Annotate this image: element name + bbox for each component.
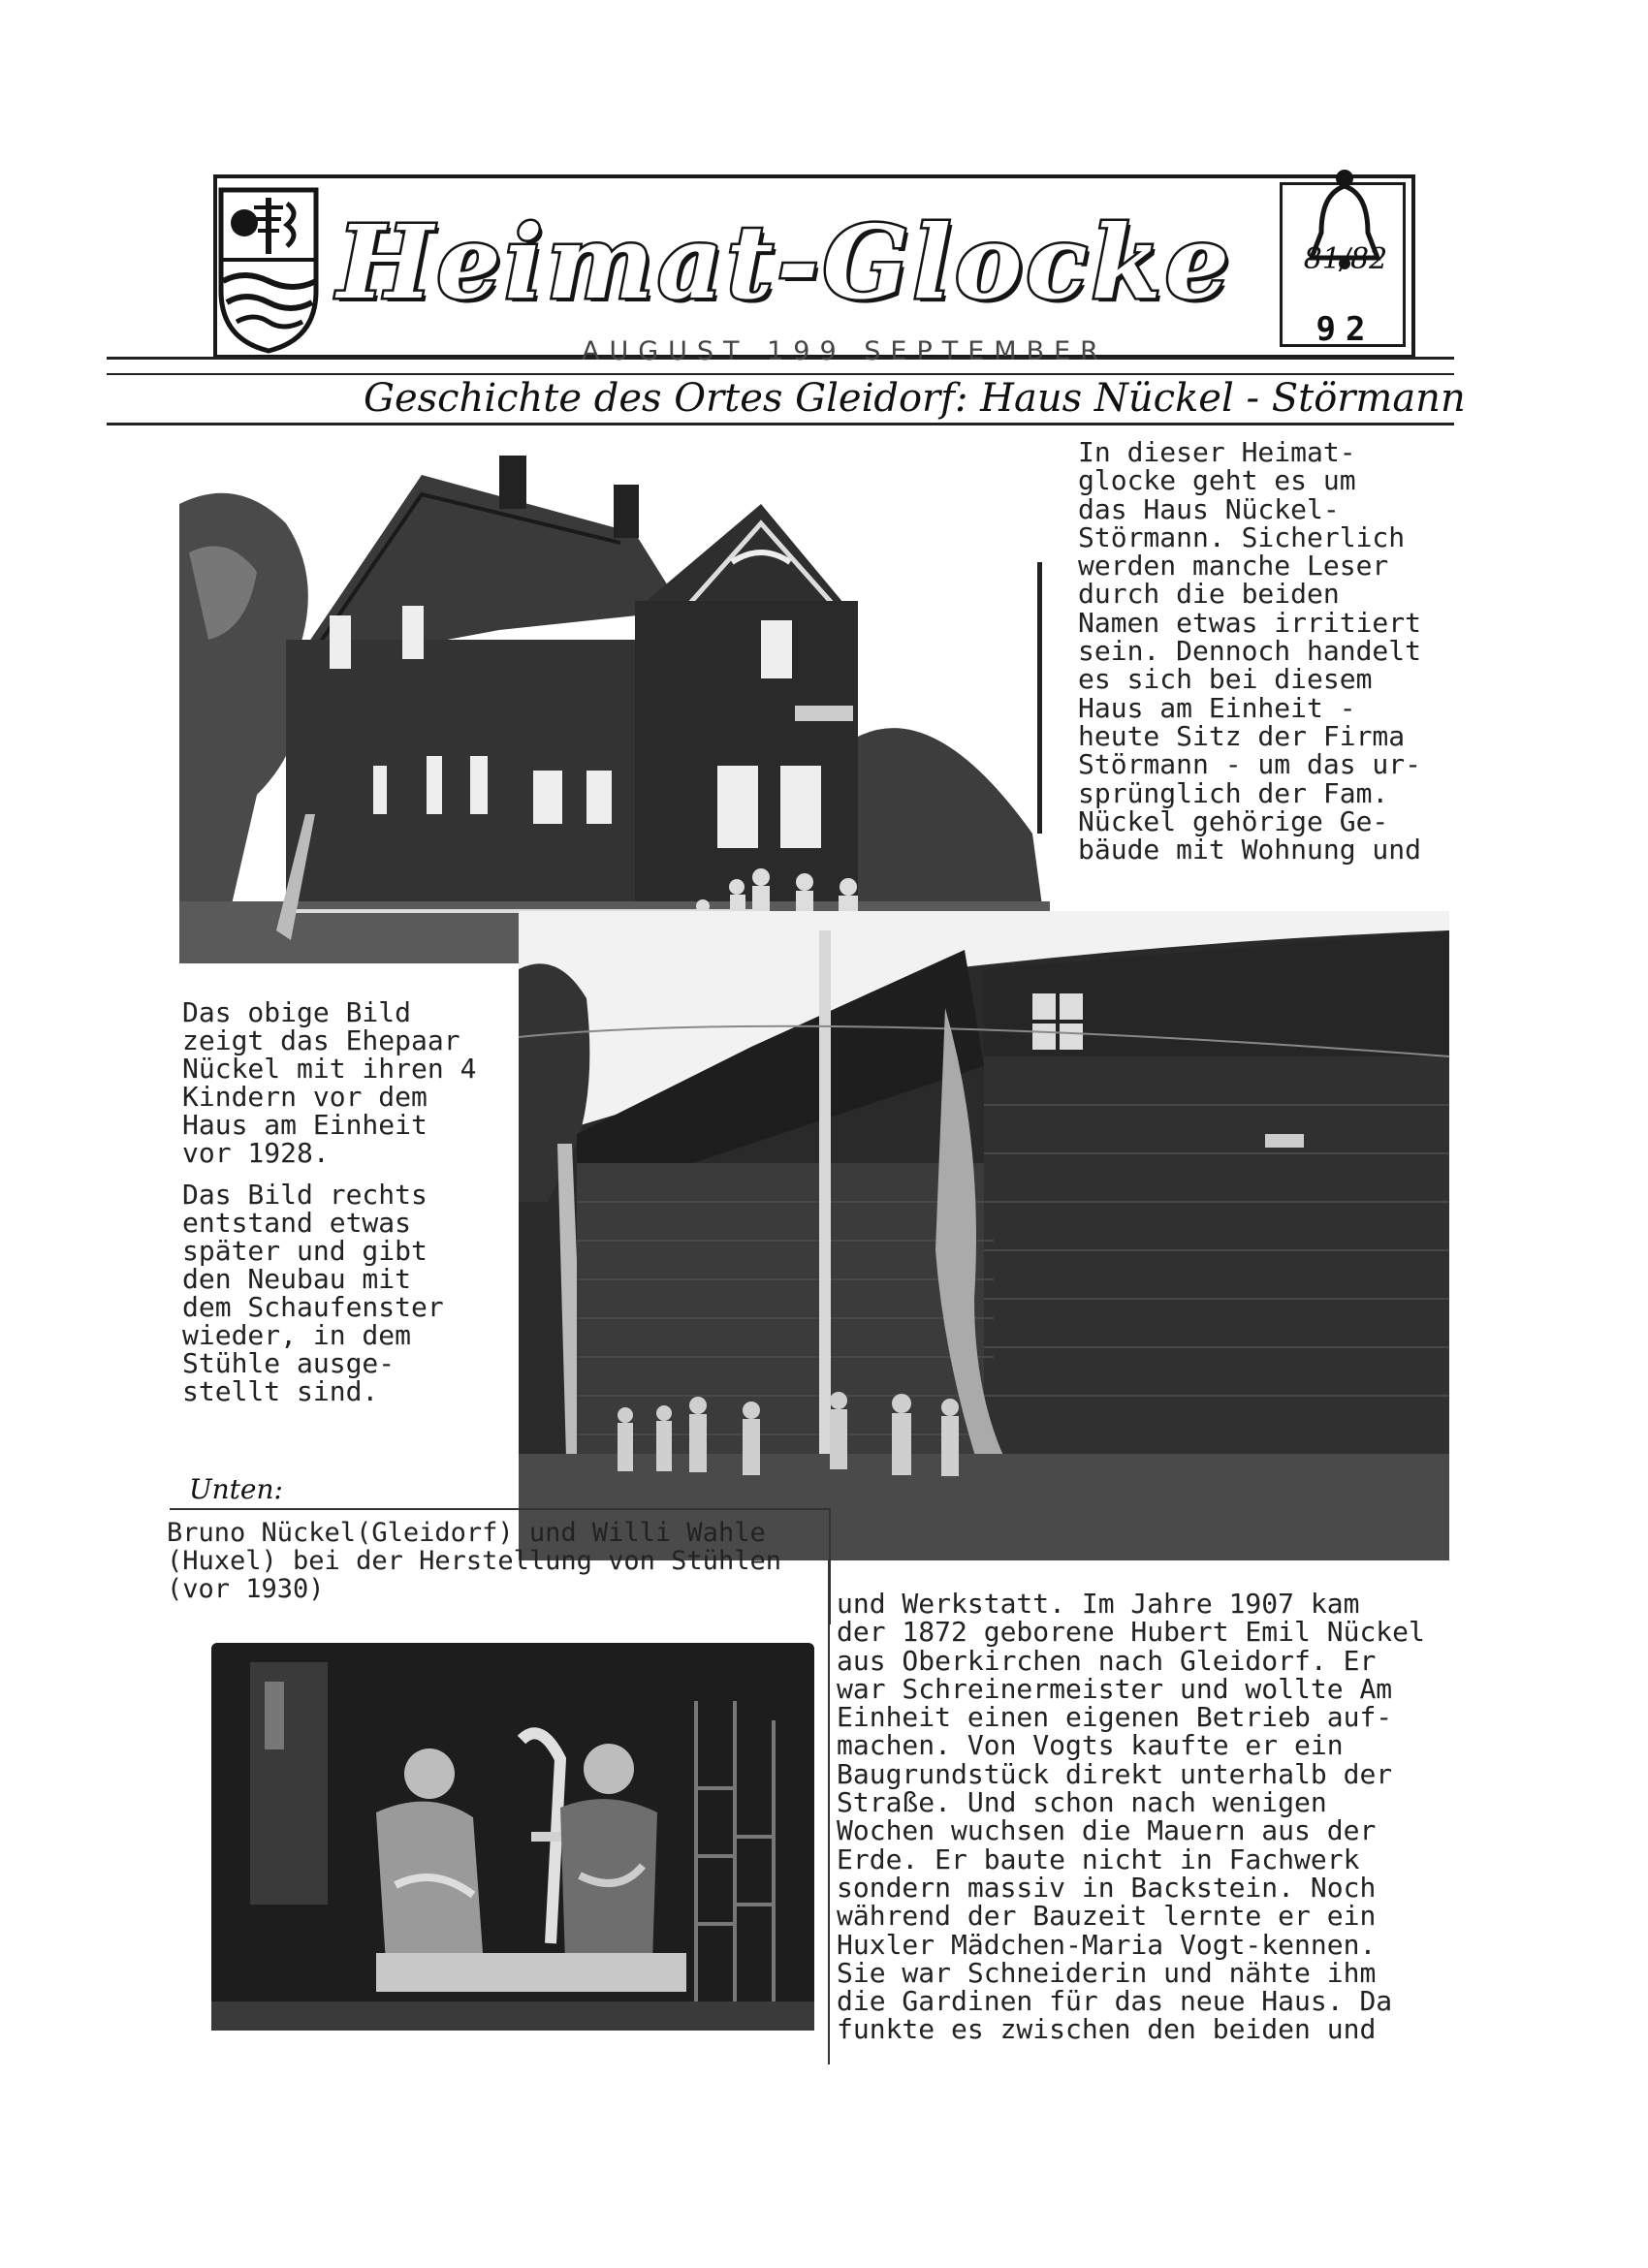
dateline-rule-middle bbox=[107, 373, 1454, 375]
caption-chairmakers: Bruno Nückel(Gleidorf) und Willi Wahle (Huxel) bei der Herstellung von Stühlen (vor 1930) bbox=[167, 1518, 781, 1604]
column-divider bbox=[828, 1560, 830, 2064]
caption-above-photo: Das obige Bild zeigt das Ehepaar Nückel mit ihren 4 Kindern vor dem Haus am Einheit vor 1928. bbox=[182, 996, 477, 1169]
headline: Geschichte des Ortes Gleidorf: Haus Nückel - Störmann bbox=[364, 376, 1466, 421]
photo-chairmakers bbox=[211, 1643, 814, 2031]
issue-number-bottom: 92 bbox=[1315, 310, 1376, 349]
masthead-title: Heimat-Glocke bbox=[337, 202, 1233, 322]
issue-number-top: 81/82 bbox=[1303, 242, 1388, 276]
photo-house-nueckel bbox=[179, 446, 1050, 963]
headline-rule bbox=[107, 423, 1454, 425]
coat-of-arms-icon bbox=[215, 184, 322, 354]
caption-right-photo: Das Bild rechts entstand etwas später und gibt den Neubau mit dem Schaufenster wieder, in dem Stühle ausge- stellt sind. bbox=[182, 1179, 444, 1407]
photo-workshop-building bbox=[519, 911, 1449, 1560]
main-column-text: und Werkstatt. Im Jahre 1907 kam der 1872 geborene Hubert Emil Nückel aus Oberkirchen nach Gleidorf. Er war Schreinermeister und wollte Am Einheit einen eigenen Betrieb auf- machen. Von Vogts kaufte er ein Baugrundstück direkt unterhalb der Straße. Und schon nach wenigen Wochen wuchsen die Mauern aus der Erde. Er baute nicht in Fachwerk sondern massiv in Backstein. Noch während der Bauzeit lernte er ein Huxler Mädchen-Maria Vogt-kennen. Sie war Schneiderin und nähte ihm die Gardinen für das neue Haus. Da funkte es zwischen den beiden und bbox=[837, 1588, 1425, 2046]
unten-label: Unten: bbox=[189, 1473, 283, 1505]
dateline: AUGUST 199 SEPTEMBER bbox=[582, 336, 1108, 366]
intro-column-text: In dieser Heimat- glocke geht es um das Haus Nückel- Störmann. Sicherlich werden manche Leser durch die beiden Namen etwas irritiert sein. Dennoch handelt es sich bei diesem Haus am Einheit - heute Sitz der Firma Störmann - um das ur- sprünglich der Fam. Nückel gehörige Ge- bäude mit Wohnung und bbox=[1078, 436, 1422, 866]
